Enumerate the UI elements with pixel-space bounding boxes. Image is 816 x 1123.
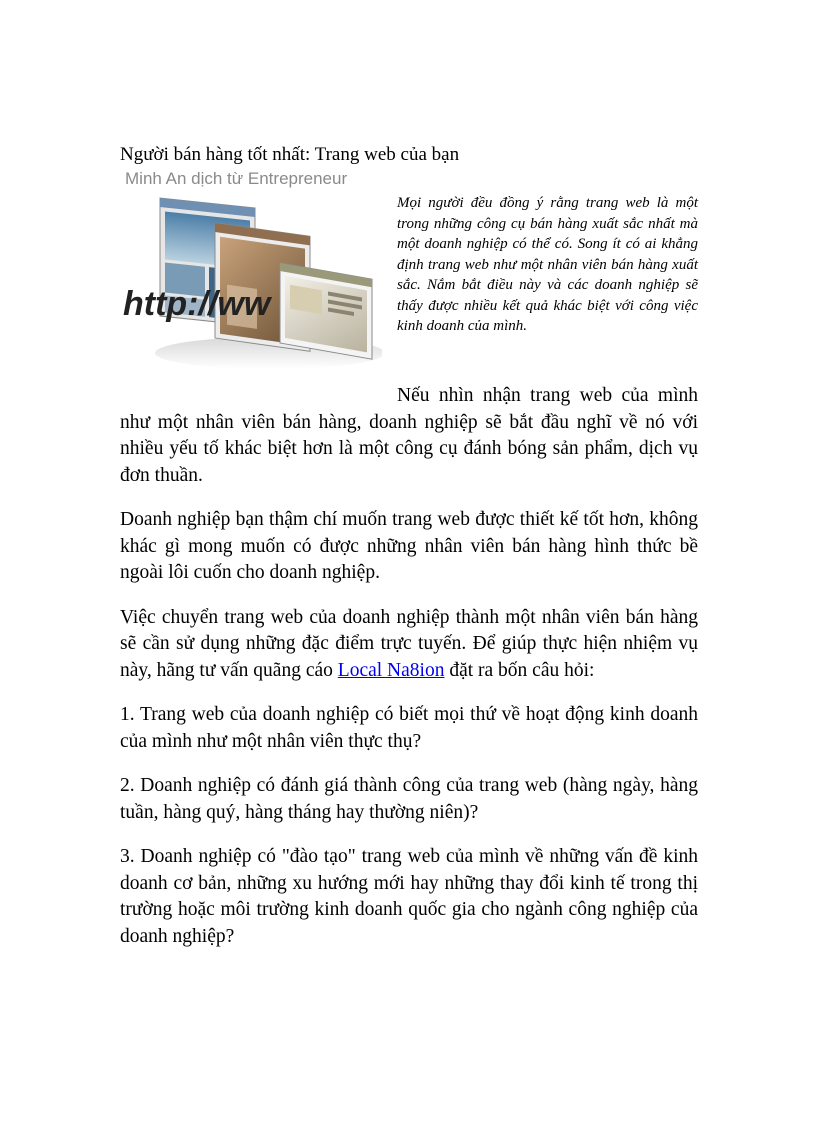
paragraph-3-text-before: Việc chuyển trang web của doanh nghiệp thành một nhân viên bán hàng sẽ cần sử dụng những đặc điểm trực tuyến. Để giúp thực hiện nhiệm vụ này, hãng tư vấn quãng cáo (120, 606, 698, 681)
http-label: http://ww (123, 285, 271, 323)
local-na8ion-link[interactable]: Local Na8ion (337, 659, 445, 681)
paragraph-3-text-after: đặt ra bốn câu hỏi: (444, 659, 595, 681)
article (120, 142, 698, 968)
question-2: 2. Doanh nghiệp có đánh giá thành công của trang web (hàng ngày, hàng tuần, hàng quý, hàng tháng hay thường niên)? (120, 775, 698, 823)
article-title: Người bán hàng tốt nhất: Trang web của bạn (120, 144, 460, 165)
article-byline: Minh An dịch từ Entrepreneur (125, 169, 348, 188)
paragraph-3 (120, 605, 698, 685)
paragraph-2: Doanh nghiệp bạn thậm chí muốn trang web được thiết kế tốt hơn, không khác gì mong muốn có được những nhân viên bán hàng hình thức bề ngoài lôi cuốn cho doanh nghiệp. (120, 509, 698, 583)
question-3: 3. Doanh nghiệp có "đào tạo" trang web của mình về những vấn đề kinh doanh cơ bản, những xu hướng mới hay những thay đổi kinh tế trong thị trường hoặc môi trường kinh doanh quốc gia cho ngành công nghiệp của doanh nghiệp? (120, 846, 698, 947)
question-1: 1. Trang web của doanh nghiệp có biết mọi thứ về hoạt động kinh doanh của mình như một nhân viên thực thụ? (120, 704, 698, 752)
intro-section (120, 193, 698, 383)
browser-windows-image (120, 193, 382, 373)
article-lede: Mọi người đều đồng ý rằng trang web là một trong những công cụ bán hàng xuất sắc nhất mà một doanh nghiệp có thể có. Song ít có ai khẳng định trang web như một nhân viên bán hàng xuất sắc. Nắm bắt điều này và các doanh nghiệp sẽ thấy được nhiều kết quả khác biệt với công việc kinh doanh của mình. (397, 195, 698, 334)
paragraph-1: Nếu nhìn nhận trang web của mình như một nhân viên bán hàng, doanh nghiệp sẽ bắt đầu nghĩ về nó với nhiều yếu tố khác biệt hơn là một công cụ đánh bóng sản phẩm, dịch vụ đơn thuần. (120, 385, 698, 486)
